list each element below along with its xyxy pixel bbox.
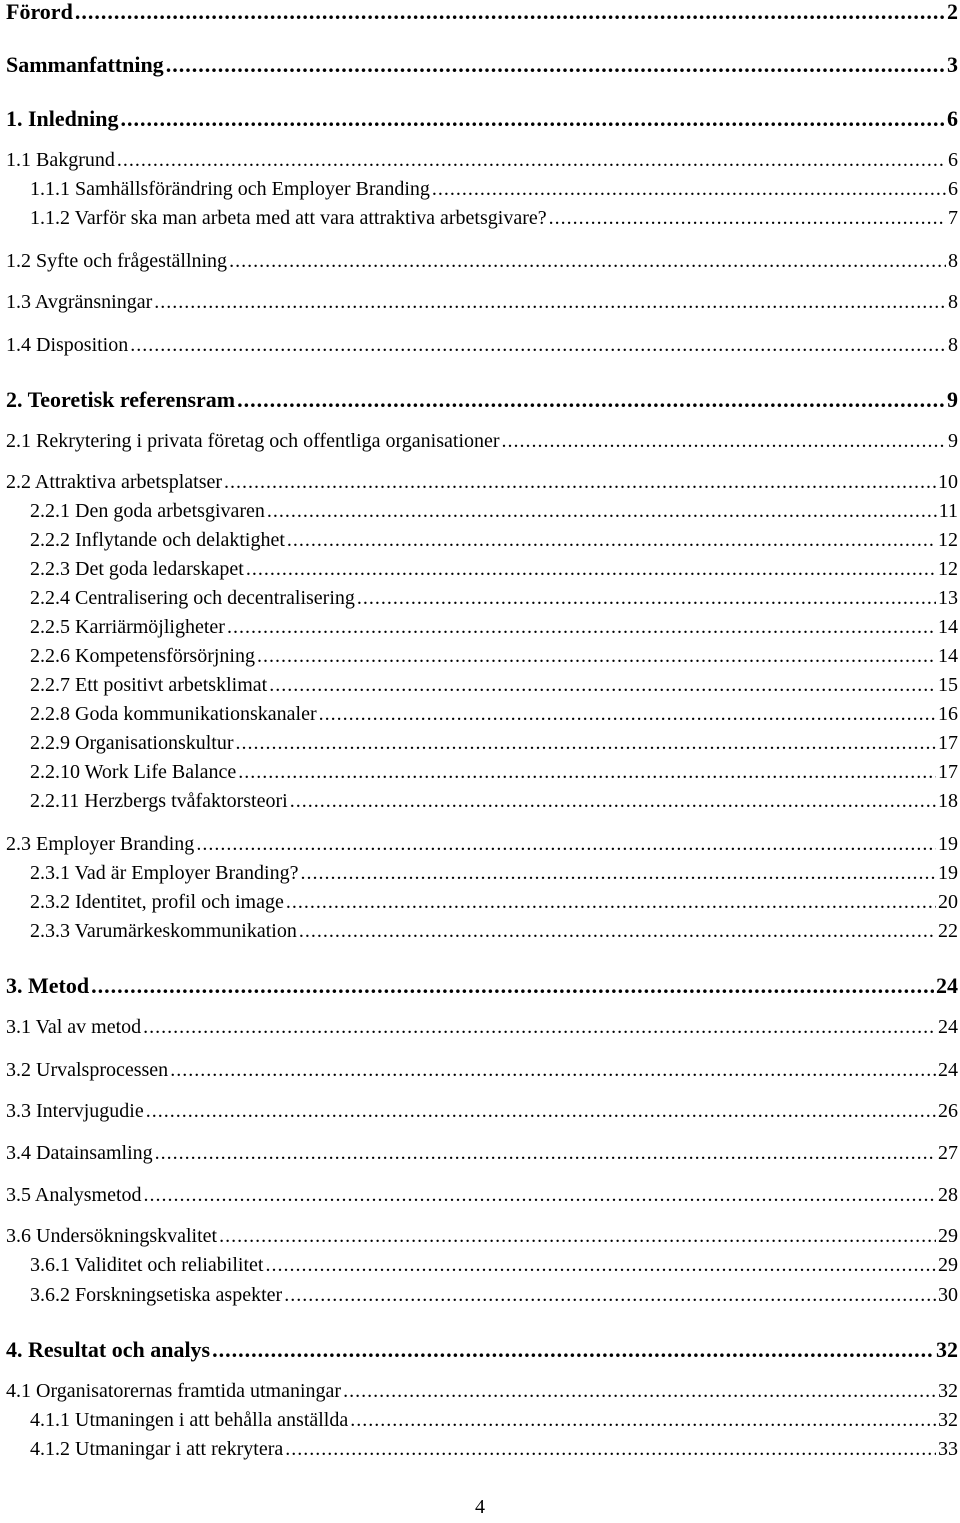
toc-dot-leader	[300, 857, 936, 889]
toc-dot-leader	[170, 1054, 936, 1086]
toc-entry[interactable]	[0, 828, 960, 860]
toc-entry[interactable]	[0, 785, 960, 817]
toc-entry-title: 2.3 Employer Branding	[6, 828, 194, 860]
toc-dot-leader	[121, 103, 946, 135]
toc-entry[interactable]	[0, 495, 960, 527]
toc-entry[interactable]	[0, 1220, 960, 1252]
toc-dot-leader	[227, 611, 936, 643]
toc-dot-leader	[319, 698, 936, 730]
toc-entry[interactable]	[0, 640, 960, 672]
toc-entry-page: 18	[938, 790, 958, 812]
toc-entry-page: 24	[938, 1016, 958, 1038]
toc-entry-title: 2.2 Attraktiva arbetsplatser	[6, 466, 222, 498]
toc-dot-leader	[143, 1011, 936, 1043]
toc-entry[interactable]	[0, 286, 960, 318]
toc-dot-leader	[196, 828, 936, 860]
toc-entry-page: 22	[938, 920, 958, 942]
toc-entry[interactable]	[0, 245, 960, 277]
toc-dot-leader	[237, 384, 945, 416]
toc-entry-page: 14	[938, 645, 958, 667]
toc-entry-title: 3. Metod	[6, 970, 89, 1002]
toc-entry-title: 3.2 Urvalsprocessen	[6, 1054, 168, 1086]
toc-entry-page: 15	[938, 674, 958, 696]
toc-entry[interactable]	[0, 1433, 960, 1465]
toc-entry[interactable]	[0, 384, 960, 416]
toc-entry-page: 6	[948, 178, 958, 200]
toc-dot-leader	[290, 785, 936, 817]
toc-entry[interactable]	[0, 144, 960, 176]
toc-entry-title: 2.2.1 Den goda arbetsgivaren	[30, 495, 265, 527]
toc-entry[interactable]	[0, 553, 960, 585]
toc-entry-title: 2. Teoretisk referensram	[6, 384, 235, 416]
toc-entry-page: 29	[938, 1254, 958, 1276]
toc-entry[interactable]	[0, 727, 960, 759]
toc-dot-leader	[212, 1334, 934, 1366]
toc-entry-page: 12	[938, 529, 958, 551]
toc-entry-page: 7	[948, 207, 958, 229]
toc-entry-title: 3.6 Undersökningskvalitet	[6, 1220, 217, 1252]
toc-entry[interactable]	[0, 1375, 960, 1407]
toc-entry-page: 11	[938, 500, 958, 522]
toc-dot-leader	[144, 1179, 936, 1211]
toc-entry-page: 24	[938, 1059, 958, 1081]
toc-dot-leader	[117, 144, 946, 176]
toc-entry-title: 3.5 Analysmetod	[6, 1179, 142, 1211]
toc-entry-page: 14	[938, 616, 958, 638]
toc-entry-title: Förord	[6, 0, 73, 28]
toc-dot-leader	[267, 495, 937, 527]
toc-entry-page: 32	[938, 1380, 958, 1402]
toc-dot-leader	[166, 49, 945, 81]
toc-entry-title: 2.3.1 Vad är Employer Branding?	[30, 857, 298, 889]
toc-entry-page: 8	[948, 291, 958, 313]
toc-entry-title: 1. Inledning	[6, 103, 119, 135]
toc-entry-page: 3	[947, 52, 958, 77]
toc-dot-leader	[146, 1095, 936, 1127]
toc-entry-title: 2.2.7 Ett positivt arbetsklimat	[30, 669, 267, 701]
toc-dot-leader	[154, 286, 946, 318]
toc-entry[interactable]	[0, 1334, 960, 1366]
toc-dot-leader	[229, 245, 946, 277]
toc-entry-title: 3.3 Intervjugudie	[6, 1095, 144, 1127]
toc-entry[interactable]	[0, 103, 960, 135]
toc-entry[interactable]	[0, 1404, 960, 1436]
toc-entry-title: 2.2.4 Centralisering och decentralisering	[30, 582, 355, 614]
toc-entry-title: 2.2.10 Work Life Balance	[30, 756, 236, 788]
toc-entry-page: 9	[948, 430, 958, 452]
toc-entry-page: 20	[938, 891, 958, 913]
toc-entry[interactable]	[0, 886, 960, 918]
toc-entry-page: 6	[948, 149, 958, 171]
toc-dot-leader	[246, 553, 936, 585]
toc-entry[interactable]	[0, 970, 960, 1002]
toc-entry-title: 2.1 Rekrytering i privata företag och offentliga organisationer	[6, 425, 500, 457]
toc-entry-title: 2.3.2 Identitet, profil och image	[30, 886, 284, 918]
toc-dot-leader	[155, 1137, 936, 1169]
toc-dot-leader	[350, 1404, 936, 1436]
toc-dot-leader	[357, 582, 936, 614]
toc-entry-page: 17	[938, 732, 958, 754]
toc-entry-page: 27	[938, 1142, 958, 1164]
toc-entry[interactable]	[0, 915, 960, 947]
toc-entry-title: 3.1 Val av metod	[6, 1011, 141, 1043]
toc-entry[interactable]	[0, 173, 960, 205]
toc-dot-leader	[549, 202, 946, 234]
toc-entry[interactable]	[0, 756, 960, 788]
toc-entry[interactable]	[0, 669, 960, 701]
toc-entry[interactable]	[0, 202, 960, 234]
toc-entry-page: 26	[938, 1100, 958, 1122]
toc-entry-title: 4.1.1 Utmaningen i att behålla anställda	[30, 1404, 348, 1436]
toc-dot-leader	[219, 1220, 936, 1252]
toc-entry[interactable]	[0, 1095, 960, 1127]
toc-dot-leader	[130, 329, 946, 361]
toc-entry[interactable]	[0, 857, 960, 889]
toc-entry-title: 2.2.2 Inflytande och delaktighet	[30, 524, 285, 556]
toc-dot-leader	[502, 425, 946, 457]
toc-entry-title: 1.1.1 Samhällsförändring och Employer Branding	[30, 173, 430, 205]
toc-entry-page: 9	[947, 387, 958, 412]
toc-entry-title: 4.1 Organisatorernas framtida utmaningar	[6, 1375, 341, 1407]
toc-entry-title: 2.2.11 Herzbergs tvåfaktorsteori	[30, 785, 288, 817]
toc-entry-title: 1.1 Bakgrund	[6, 144, 115, 176]
toc-entry-page: 13	[938, 587, 958, 609]
toc-entry[interactable]	[0, 1279, 960, 1311]
toc-dot-leader	[269, 669, 936, 701]
toc-entry-title: 4.1.2 Utmaningar i att rekrytera	[30, 1433, 283, 1465]
toc-entry-title: 2.2.8 Goda kommunikationskanaler	[30, 698, 317, 730]
toc-entry[interactable]	[0, 1054, 960, 1086]
toc-entry[interactable]	[0, 582, 960, 614]
toc-entry[interactable]	[0, 1249, 960, 1281]
toc-entry[interactable]	[0, 425, 960, 457]
toc-entry[interactable]	[0, 524, 960, 556]
toc-entry[interactable]	[0, 49, 960, 81]
toc-entry[interactable]	[0, 1011, 960, 1043]
toc-entry-page: 2	[947, 0, 958, 24]
toc-entry[interactable]	[0, 0, 960, 28]
toc-entry[interactable]	[0, 466, 960, 498]
toc-dot-leader	[91, 970, 934, 1002]
toc-entry-page: 10	[938, 471, 958, 493]
toc-dot-leader	[236, 727, 936, 759]
toc-entry-page: 28	[938, 1184, 958, 1206]
toc-dot-leader	[287, 524, 936, 556]
toc-entry-title: 1.3 Avgränsningar	[6, 286, 152, 318]
toc-dot-leader	[238, 756, 936, 788]
toc-entry-title: 1.4 Disposition	[6, 329, 128, 361]
toc-entry[interactable]	[0, 1137, 960, 1169]
toc-dot-leader	[75, 0, 945, 28]
toc-entry-title: 2.2.9 Organisationskultur	[30, 727, 234, 759]
toc-entry-page: 29	[938, 1225, 958, 1247]
toc-entry-page: 19	[938, 862, 958, 884]
toc-entry-page: 8	[948, 250, 958, 272]
toc-entry-title: 2.2.3 Det goda ledarskapet	[30, 553, 244, 585]
toc-entry[interactable]	[0, 1179, 960, 1211]
toc-entry-title: 2.2.6 Kompetensförsörjning	[30, 640, 255, 672]
toc-entry[interactable]	[0, 698, 960, 730]
toc-entry-title: 3.4 Datainsamling	[6, 1137, 153, 1169]
toc-entry-page: 24	[936, 973, 958, 998]
toc-entry-title: 1.1.2 Varför ska man arbeta med att vara attraktiva arbetsgivare?	[30, 202, 547, 234]
toc-entry-title: 3.6.1 Validitet och reliabilitet	[30, 1249, 263, 1281]
toc-dot-leader	[257, 640, 936, 672]
toc-entry[interactable]	[0, 611, 960, 643]
toc-dot-leader	[224, 466, 936, 498]
toc-entry-page: 30	[938, 1284, 958, 1306]
toc-entry-title: 4. Resultat och analys	[6, 1334, 210, 1366]
toc-dot-leader	[343, 1375, 936, 1407]
toc-dot-leader	[284, 1279, 936, 1311]
toc-entry-page: 12	[938, 558, 958, 580]
toc-entry-page: 33	[938, 1438, 958, 1460]
toc-entry-page: 32	[938, 1409, 958, 1431]
toc-entry-title: 3.6.2 Forskningsetiska aspekter	[30, 1279, 282, 1311]
toc-entry-title: 2.2.5 Karriärmöjligheter	[30, 611, 225, 643]
toc-entry-page: 32	[936, 1337, 958, 1362]
toc-dot-leader	[265, 1249, 936, 1281]
toc-entry-title: 2.3.3 Varumärkeskommunikation	[30, 915, 297, 947]
toc-entry-page: 8	[948, 334, 958, 356]
toc-dot-leader	[285, 1433, 936, 1465]
toc-dot-leader	[286, 886, 936, 918]
toc-entry-page: 17	[938, 761, 958, 783]
toc-entry[interactable]	[0, 329, 960, 361]
toc-entry-page: 6	[947, 106, 958, 131]
toc-dot-leader	[432, 173, 946, 205]
toc-entry-title: 1.2 Syfte och frågeställning	[6, 245, 227, 277]
page-number: 4	[475, 1496, 485, 1518]
toc-entry-page: 19	[938, 833, 958, 855]
toc-entry-title: Sammanfattning	[6, 49, 164, 81]
toc-entry-page: 16	[938, 703, 958, 725]
toc-dot-leader	[299, 915, 936, 947]
